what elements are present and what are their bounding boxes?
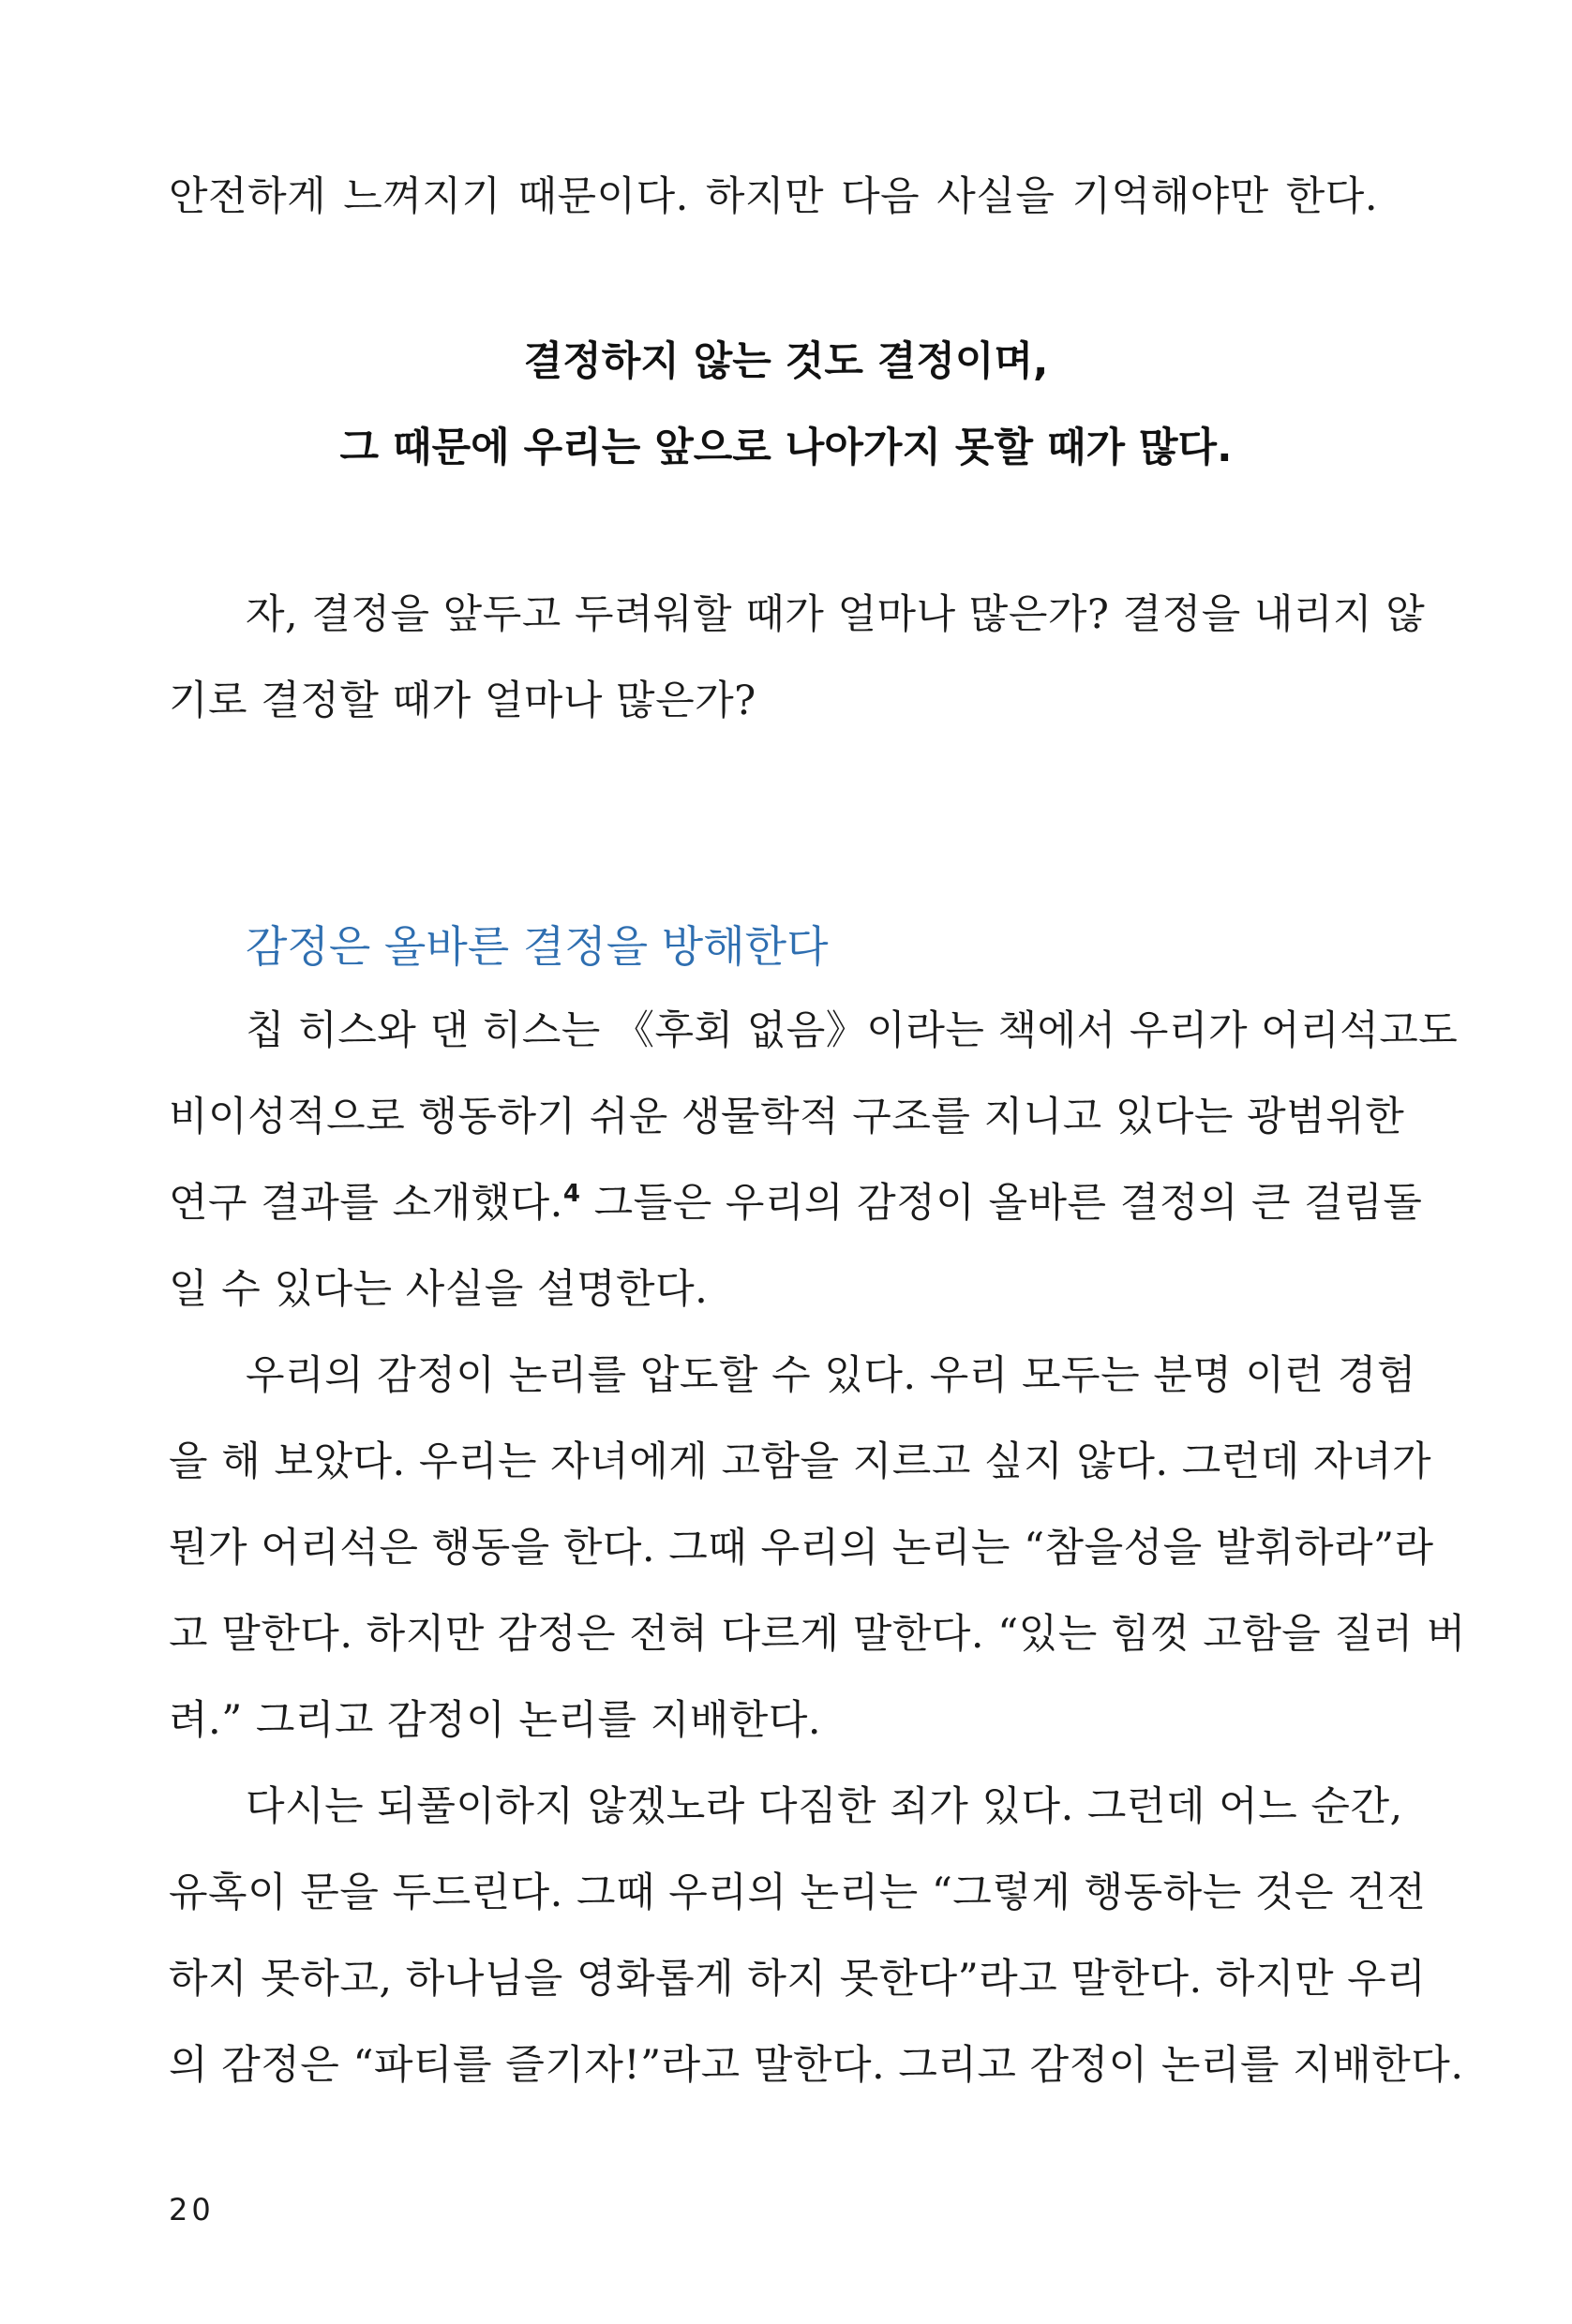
body-line: 하지 못하고, 하나님을 영화롭게 하지 못한다”라고 말한다. 하지만 우리 bbox=[169, 1956, 1427, 2003]
page-number: 20 bbox=[169, 2192, 215, 2227]
emphasis-quote-line: 결정하지 않는 것도 결정이며, bbox=[523, 338, 1049, 385]
body-text: 그들은 우리의 감정이 올바른 결정의 큰 걸림돌 bbox=[580, 1180, 1423, 1227]
body-line: 려.” 그리고 감정이 논리를 지배한다. bbox=[169, 1697, 822, 1744]
body-line: 기로 결정할 때가 얼마나 많은가? bbox=[169, 678, 756, 724]
body-line: 우리의 감정이 논리를 압도할 수 있다. 우리 모두는 분명 이런 경험 bbox=[246, 1352, 1416, 1399]
body-line: 유혹이 문을 두드린다. 그때 우리의 논리는 “그렇게 행동하는 것은 건전 bbox=[169, 1870, 1427, 1916]
body-line: 다시는 되풀이하지 않겠노라 다짐한 죄가 있다. 그런데 어느 순간, bbox=[246, 1783, 1403, 1830]
emphasis-quote-line: 그 때문에 우리는 앞으로 나아가지 못할 때가 많다. bbox=[339, 425, 1233, 471]
body-line: 안전하게 느껴지기 때문이다. 하지만 다음 사실을 기억해야만 한다. bbox=[169, 173, 1378, 220]
body-line: 칩 히스와 댄 히스는 《후회 없음》이라는 책에서 우리가 어리석고도 bbox=[246, 1007, 1459, 1054]
footnote-marker: 4 bbox=[562, 1180, 581, 1208]
body-line: 을 해 보았다. 우리는 자녀에게 고함을 지르고 싶지 않다. 그런데 자녀가 bbox=[169, 1438, 1432, 1485]
section-heading: 감정은 올바른 결정을 방해한다 bbox=[246, 921, 829, 972]
body-line: 뭔가 어리석은 행동을 한다. 그때 우리의 논리는 “참을성을 발휘하라”라 bbox=[169, 1525, 1434, 1572]
body-line bbox=[169, 1177, 1423, 1229]
body-text: 연구 결과를 소개했다. bbox=[169, 1180, 563, 1227]
body-line: 고 말한다. 하지만 감정은 전혀 다르게 말한다. “있는 힘껏 고함을 질러 버 bbox=[169, 1611, 1466, 1658]
body-line: 자, 결정을 앞두고 두려워할 때가 얼마나 많은가? 결정을 내리지 않 bbox=[246, 591, 1426, 638]
body-line: 의 감정은 “파티를 즐기자!”라고 말한다. 그리고 감정이 논리를 지배한다. bbox=[169, 2042, 1464, 2089]
body-line: 일 수 있다는 사실을 설명한다. bbox=[169, 1266, 709, 1313]
body-line: 비이성적으로 행동하기 쉬운 생물학적 구조를 지니고 있다는 광범위한 bbox=[169, 1094, 1405, 1140]
